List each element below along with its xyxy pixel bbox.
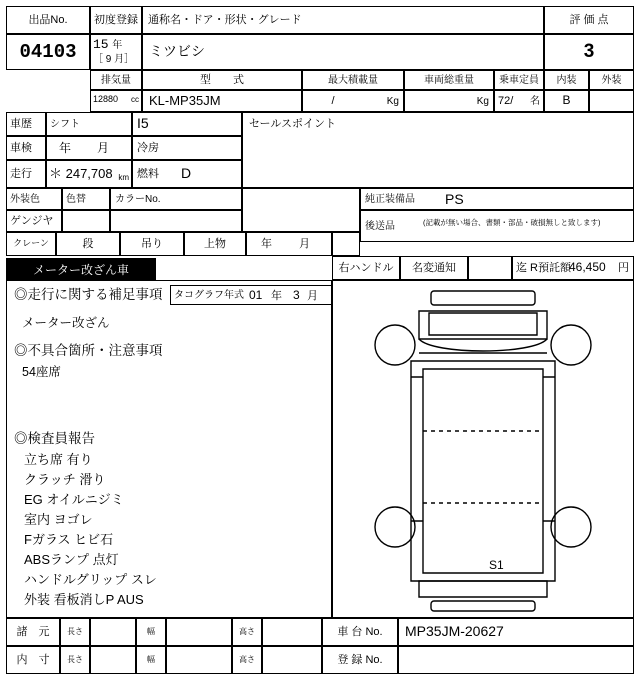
max-load-label: 最大積載量 bbox=[328, 74, 378, 86]
body-year: 年 bbox=[261, 238, 272, 250]
first-reg-year-unit: 年 bbox=[112, 40, 123, 51]
running-notes-text: メーター改ざん bbox=[22, 316, 110, 330]
body-label-cell bbox=[184, 232, 246, 256]
ext-color-label-cell bbox=[6, 188, 62, 210]
first-reg-value-cell bbox=[90, 34, 142, 70]
running-notes-heading: ◎走行に関する補足事項 bbox=[14, 287, 163, 302]
gross-weight-value-cell bbox=[404, 90, 494, 112]
mileage-value: ＊ 247,708 bbox=[49, 166, 113, 181]
height-label: 高さ bbox=[239, 654, 255, 664]
displacement-label-cell bbox=[90, 70, 142, 90]
length-label: 長さ bbox=[67, 626, 83, 636]
crane-label: クレーン bbox=[13, 238, 49, 249]
max-load-value-cell bbox=[302, 90, 404, 112]
fuel-label: 燃料 bbox=[137, 167, 159, 180]
model-code-label-cell bbox=[142, 70, 302, 90]
displacement-unit: cc bbox=[131, 95, 139, 104]
shift-label-cell bbox=[46, 112, 132, 136]
inspection-year: 年 bbox=[59, 141, 72, 155]
sales-spacer-cell bbox=[332, 232, 360, 256]
first-reg-label-cell bbox=[90, 6, 142, 34]
interior-label: 内装 bbox=[556, 74, 577, 86]
capacity-label-cell bbox=[494, 70, 544, 90]
shift-label: シフト bbox=[50, 118, 80, 130]
diagram-marker: S1 bbox=[489, 558, 504, 572]
tachograph-box bbox=[170, 285, 332, 305]
estimate-value: 46,450 bbox=[569, 260, 606, 274]
length-label-cell-2 bbox=[60, 646, 90, 674]
vehicle-diagram-svg bbox=[333, 281, 633, 617]
handle-cell bbox=[332, 256, 400, 280]
sales-point-extra-cell bbox=[242, 188, 360, 232]
dimensions-label-cell bbox=[6, 618, 60, 646]
interior-value-cell bbox=[544, 90, 589, 112]
exterior-label: 外装 bbox=[601, 74, 622, 86]
length-label-cell-1 bbox=[60, 618, 90, 646]
inspection-label-cell bbox=[6, 136, 46, 160]
model-code-label: 型 式 bbox=[200, 73, 244, 86]
width-label: 幅 bbox=[147, 654, 155, 664]
chassis-label: 車 台 No. bbox=[337, 625, 383, 638]
list-item: ハンドルグリップ スレ bbox=[24, 572, 157, 587]
inspection-label: 車検 bbox=[10, 141, 32, 154]
inner-label: 内 寸 bbox=[16, 653, 50, 666]
color-no-value-cell bbox=[110, 210, 242, 232]
max-load-label-cell bbox=[302, 70, 404, 90]
tachograph-month-unit: 月 bbox=[307, 290, 318, 302]
capacity-label: 乗車定員 bbox=[499, 74, 539, 86]
registration-value-cell bbox=[398, 646, 634, 674]
fuel-cell bbox=[132, 160, 242, 188]
list-item: 室内 ヨゴレ bbox=[24, 512, 93, 527]
registration-label-cell bbox=[322, 646, 398, 674]
handle-label: 右ハンドル bbox=[338, 261, 394, 274]
stage-cell bbox=[56, 232, 120, 256]
model-name-label-cell bbox=[142, 6, 544, 34]
aftermarket-cell bbox=[360, 210, 634, 242]
inspection-value-cell bbox=[46, 136, 132, 160]
rating-value: 3 bbox=[583, 40, 595, 62]
rating-label: 評 価 点 bbox=[569, 13, 609, 26]
body-date-cell bbox=[246, 232, 332, 256]
list-item: EG オイルニジミ bbox=[24, 492, 124, 507]
history-label-cell bbox=[6, 112, 46, 136]
length-value-cell-2 bbox=[90, 646, 136, 674]
first-reg-month: ［ 9 月］ bbox=[93, 54, 135, 65]
width-label-cell-2 bbox=[136, 646, 166, 674]
color-no-cell bbox=[110, 188, 242, 210]
chassis-value-cell bbox=[398, 618, 634, 646]
list-item: クラッチ 滑り bbox=[24, 472, 106, 487]
list-item: Fガラス ヒビ石 bbox=[24, 532, 114, 547]
model-name-label: 通称名・ドア・形状・グレード bbox=[148, 13, 302, 26]
ext-color-label: 外装色 bbox=[10, 193, 40, 205]
color-change-value-cell bbox=[62, 210, 110, 232]
max-load-unit: Kg bbox=[386, 96, 399, 107]
model-name-value: ミツビシ bbox=[149, 43, 205, 60]
lot-label-cell bbox=[6, 6, 90, 34]
name-change-label: 名変通知 bbox=[412, 261, 456, 274]
exterior-label-cell bbox=[589, 70, 634, 90]
first-reg-year: 15 bbox=[93, 37, 109, 52]
height-label: 高さ bbox=[239, 626, 255, 636]
ext-color-value: ゲンジヤ bbox=[10, 214, 54, 227]
first-reg-label: 初度登録 bbox=[94, 13, 138, 26]
length-value-cell-1 bbox=[90, 618, 136, 646]
color-no-label: カラーNo. bbox=[115, 193, 161, 205]
name-change-value-cell bbox=[468, 256, 512, 280]
displacement-label: 排気量 bbox=[101, 74, 131, 86]
width-value-cell-2 bbox=[166, 646, 232, 674]
gross-weight-label: 車両総重量 bbox=[424, 74, 474, 86]
inner-label-cell bbox=[6, 646, 60, 674]
mileage-label-cell bbox=[6, 160, 46, 188]
equipment-label: 純正装備品 bbox=[365, 193, 415, 205]
color-change-label-cell bbox=[62, 188, 110, 210]
hoist-cell bbox=[120, 232, 184, 256]
name-change-value bbox=[469, 257, 511, 279]
lot-number-cell bbox=[6, 34, 90, 70]
list-item: 立ち席 有り bbox=[24, 452, 93, 467]
equipment-cell bbox=[360, 188, 634, 210]
estimate-label: 迄 R預託額 bbox=[516, 262, 571, 274]
history-label: 車歴 bbox=[10, 117, 32, 130]
gross-weight-unit: Kg bbox=[476, 96, 489, 107]
inspector-list bbox=[24, 450, 324, 610]
tachograph-month: 3 bbox=[293, 288, 300, 302]
width-label: 幅 bbox=[147, 626, 155, 636]
width-label-cell-1 bbox=[136, 618, 166, 646]
list-item: ABSランプ 点灯 bbox=[24, 552, 119, 567]
hoist-label: 吊り bbox=[141, 237, 163, 250]
mileage-unit: km bbox=[118, 173, 129, 182]
chassis-value: MP35JM-20627 bbox=[405, 623, 504, 640]
tachograph-year: 01 bbox=[249, 288, 263, 302]
aircon-cell bbox=[132, 136, 242, 160]
name-change-label-cell bbox=[400, 256, 468, 280]
exterior-value bbox=[590, 91, 633, 111]
aftermarket-note: (記載が無い場合、書類・部品・破損無しと致します) bbox=[423, 218, 601, 227]
model-code-value-cell bbox=[142, 90, 302, 112]
height-label-cell-1 bbox=[232, 618, 262, 646]
color-change-label: 色替 bbox=[66, 193, 86, 205]
lot-label: 出品No. bbox=[28, 13, 68, 26]
height-value-cell-1 bbox=[262, 618, 322, 646]
model-name-value-cell bbox=[142, 34, 544, 70]
body-month: 月 bbox=[299, 238, 310, 250]
gross-weight-label-cell bbox=[404, 70, 494, 90]
tachograph-label: タコグラフ年式 bbox=[174, 290, 244, 301]
model-code-value: KL-MP35JM bbox=[149, 92, 221, 108]
max-load-value: / bbox=[331, 94, 335, 107]
rating-label-cell bbox=[544, 6, 634, 34]
lot-number: 04103 bbox=[19, 40, 77, 63]
ext-color-value-cell bbox=[6, 210, 62, 232]
list-item: 外装 看板消しP AUS bbox=[24, 592, 144, 607]
meter-tamper-label: メーター改ざん車 bbox=[32, 262, 129, 277]
first-reg-year-row bbox=[93, 37, 141, 53]
height-label-cell-2 bbox=[232, 646, 262, 674]
capacity-unit: 名 bbox=[530, 96, 540, 107]
length-label: 長さ bbox=[67, 654, 83, 664]
vehicle-diagram-area bbox=[332, 280, 634, 618]
defect-text: 54座席 bbox=[22, 365, 61, 379]
inspector-heading: ◎検査員報告 bbox=[14, 431, 95, 446]
inspection-month: 月 bbox=[97, 141, 110, 155]
sales-point-label: セールスポイント bbox=[249, 118, 337, 130]
tachograph-year-unit: 年 bbox=[271, 290, 282, 302]
interior-value: B bbox=[562, 93, 571, 108]
shift-value: I5 bbox=[137, 115, 149, 132]
equipment-value: PS bbox=[445, 191, 464, 207]
chassis-label-cell bbox=[322, 618, 398, 646]
mileage-value-cell bbox=[46, 160, 132, 188]
shift-value-cell bbox=[132, 112, 242, 136]
estimate-unit: 円 bbox=[618, 262, 629, 274]
crane-label-cell bbox=[6, 232, 56, 256]
aircon-label: 冷房 bbox=[137, 141, 159, 154]
capacity-value-cell bbox=[494, 90, 544, 112]
meter-tamper-badge bbox=[6, 258, 156, 280]
height-value-cell-2 bbox=[262, 646, 322, 674]
displacement-value: 12880 bbox=[93, 94, 119, 104]
estimate-cell bbox=[512, 256, 634, 280]
rating-value-cell bbox=[544, 34, 634, 70]
width-value-cell-1 bbox=[166, 618, 232, 646]
displacement-value-cell bbox=[90, 90, 142, 112]
exterior-value-cell bbox=[589, 90, 634, 112]
registration-label: 登 録 No. bbox=[337, 653, 383, 666]
stage-label: 段 bbox=[82, 237, 94, 250]
fuel-value: D bbox=[181, 165, 192, 181]
capacity-value: 72/ bbox=[498, 95, 514, 107]
body-label: 上物 bbox=[204, 237, 226, 250]
defect-heading: ◎不具合箇所・注意事項 bbox=[14, 343, 163, 358]
dimensions-label: 諸 元 bbox=[16, 625, 50, 638]
interior-label-cell bbox=[544, 70, 589, 90]
aftermarket-label: 後送品 bbox=[365, 220, 395, 232]
mileage-label: 走行 bbox=[10, 167, 32, 180]
sales-point-cell bbox=[242, 112, 634, 188]
